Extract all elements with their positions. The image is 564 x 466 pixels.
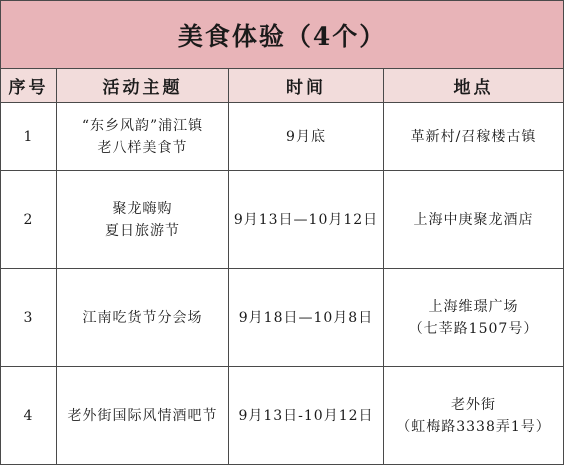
cell-time: 9月13日-10月12日 (229, 367, 384, 465)
place-line: 上海中庚聚龙酒店 (413, 211, 534, 228)
theme-line: 聚龙嗨购 (112, 200, 173, 217)
header-place: 地点 (384, 69, 564, 103)
theme-line: 老八样美食节 (97, 139, 188, 156)
place-line: （虹梅路3338弄1号） (396, 418, 551, 435)
cell-place (384, 269, 564, 367)
table-row (1, 171, 564, 269)
table-row (1, 269, 564, 367)
cell-theme (57, 171, 229, 269)
cell-theme (57, 103, 229, 171)
place-line: 老外街 (451, 396, 497, 413)
theme-line: 老外街国际风情酒吧节 (67, 407, 218, 424)
header-time: 时间 (229, 69, 384, 103)
header-no: 序号 (1, 69, 57, 103)
theme-line: 夏日旅游节 (105, 222, 180, 239)
cell-no: 4 (1, 367, 57, 465)
place-line: 上海维璟广场 (428, 298, 519, 315)
cell-place (384, 367, 564, 465)
cell-time: 9月18日—10月8日 (229, 269, 384, 367)
cell-place (384, 103, 564, 171)
header-row (1, 69, 564, 103)
cell-no: 3 (1, 269, 57, 367)
cell-theme (57, 367, 229, 465)
table-title-row (1, 1, 564, 69)
table-row (1, 367, 564, 465)
cell-time: 9月13日—10月12日 (229, 171, 384, 269)
place-line: （七莘路1507号） (408, 320, 539, 337)
cell-time: 9月底 (229, 103, 384, 171)
cell-no: 1 (1, 103, 57, 171)
place-line: 革新村/召稼楼古镇 (410, 128, 537, 145)
theme-line: “东乡风韵”浦江镇 (81, 117, 204, 134)
table-title: 美食体验（4个） (1, 1, 564, 69)
cell-no: 2 (1, 171, 57, 269)
cell-theme (57, 269, 229, 367)
theme-line: 江南吃货节分会场 (82, 309, 203, 326)
table-row (1, 103, 564, 171)
header-theme: 活动主题 (57, 69, 229, 103)
cell-place (384, 171, 564, 269)
